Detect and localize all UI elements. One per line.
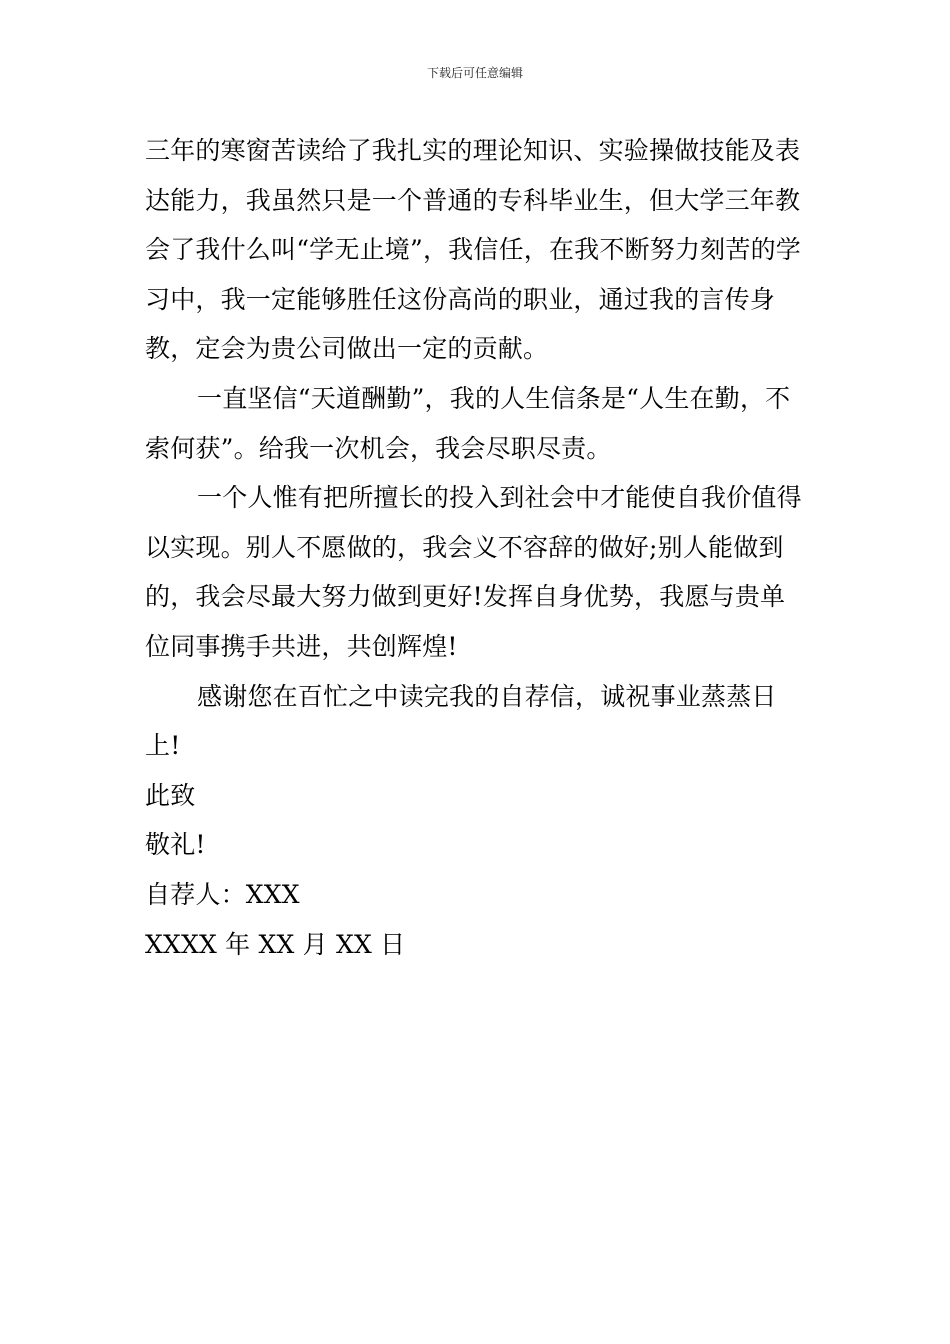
signature-line: 自荐人：XXX [145, 879, 300, 909]
paragraph-commitment: 一个人惟有把所擅长的投入到社会中才能使自我价值得以实现。别人不愿做的，我会义不容辞的做好;别人能做到的，我会尽最大努力做到更好!发挥自身优势，我愿与贵单位同事携手共进，共创辉煌! [145, 483, 802, 661]
header-text: 下载后可任意编辑 [426, 66, 523, 80]
paragraph-motto: 一直坚信“天道酬勤”，我的人生信条是“人生在勤，不索何获”。给我一次机会，我会尽职尽责。 [145, 383, 791, 463]
page-header [0, 64, 950, 82]
letter-body [145, 126, 810, 969]
closing-line: 此致 [145, 780, 196, 810]
paragraph-education: 三年的寒窗苦读给了我扎实的理论知识、实验操做技能及表达能力，我虽然只是一个普通的专科毕业生，但大学三年教会了我什么叫“学无止境”，我信任，在我不断努力刻苦的学习中，我一定能够胜任这份高尚的职业，通过我的言传身教，定会为贵公司做出一定的贡献。 [145, 136, 801, 364]
paragraph-thanks: 感谢您在百忙之中读完我的自荐信，诚祝事业蒸蒸日上! [145, 681, 777, 761]
salutation-line: 敬礼! [145, 830, 206, 860]
date-line: XXXX 年 XX 月 XX 日 [145, 929, 406, 959]
